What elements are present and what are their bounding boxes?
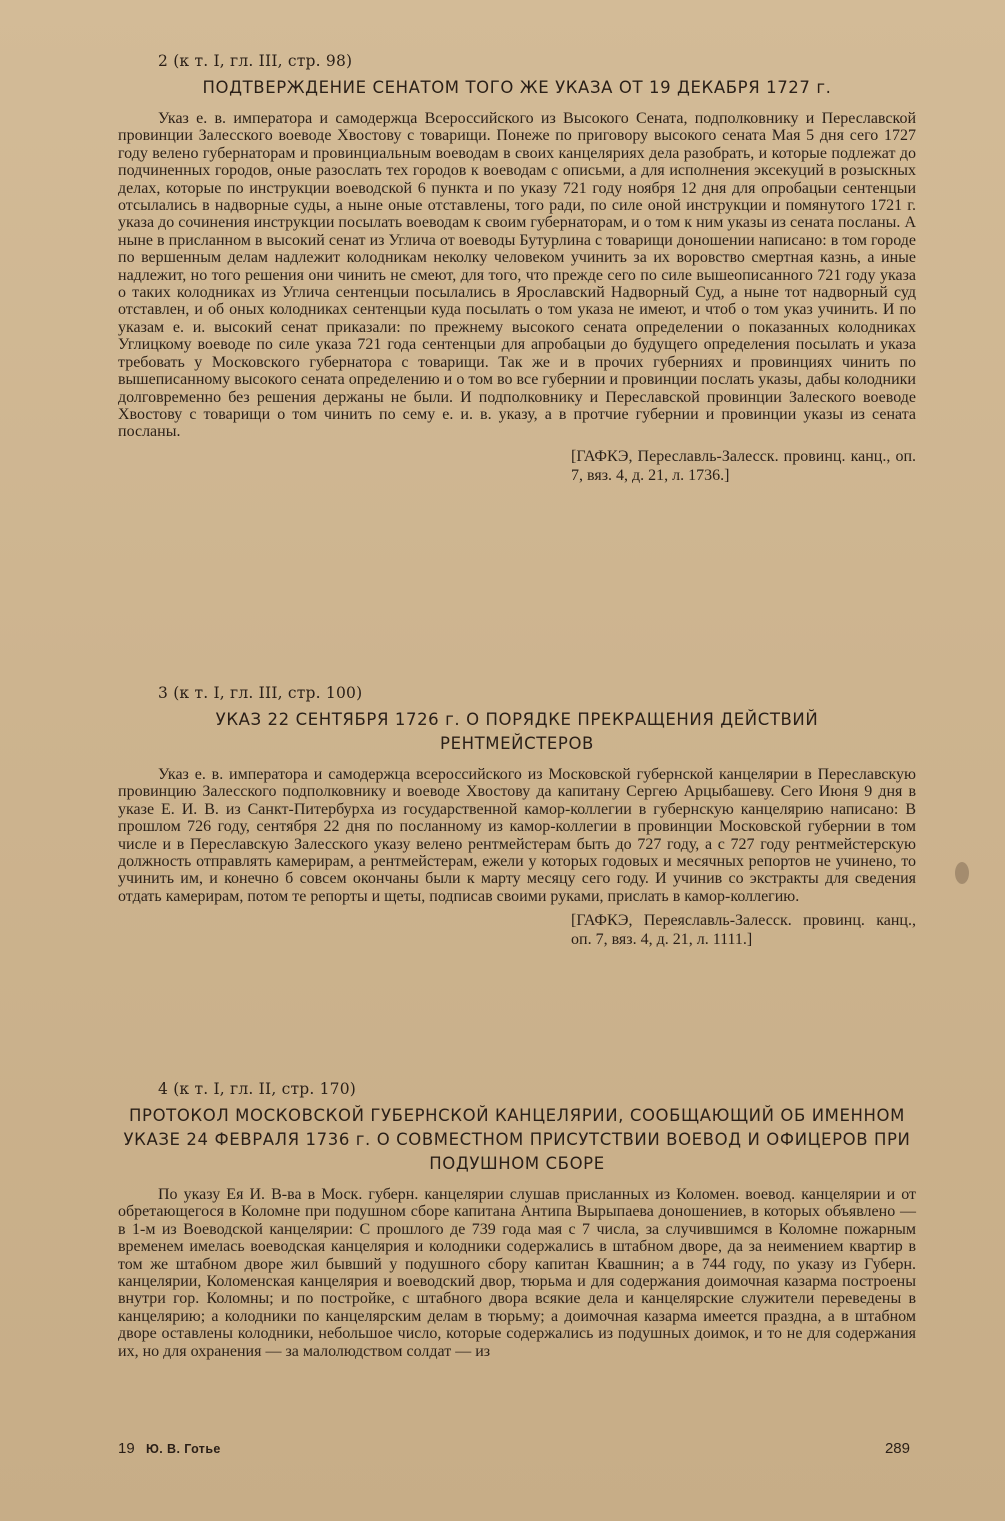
page-footer bbox=[118, 1440, 916, 1460]
section-2 bbox=[118, 52, 916, 485]
section-title: ПРОТОКОЛ МОСКОВСКОЙ ГУБЕРНСКОЙ КАНЦЕЛЯРИИ, СООБЩАЮЩИЙ ОБ ИМЕННОМ УКАЗЕ 24 ФЕВРАЛЯ 1736 г. О СОВМЕСТНОМ ПРИСУТСТВИИ ВОЕВОД И ОФИЦЕРОВ ПРИ ПОДУШНОМ СБОРЕ bbox=[123, 1106, 911, 1173]
section-body: Указ е. в. императора и самодержца Всероссийского из Высокого Сената, подполковнику и Переславской провинции Залесского воеводе Хвостову с товарищи. Понеже по приговору высокого сената Мая 5 дня сего 1727 году велено губернаторам и провинциальным воеводам в своих канцеляриях дела разобрать, и которые подлежат до подчиненных городов, оные разослать тех городов к воеводам с описьми, а для исполнения эксекуций в розыскных делах, которые по инструкции воеводской 6 пункта и по указу 721 году ноября 12 дня для опробацыи сентенцыи отсылались в надворные суды, а ныне оные отставлены, того ради, по силе оной инструкции и помянутого 1721 г. указа до сочинения инструкции посылать воеводам к своим губернаторам, и о том к ним указы из сената посланы. А ныне в присланном в высокий сенат из Углича от воеводы Бутурлина с товарищи доношении написано: в том городе по вершенным делам надлежит колодникам неколку человеком учинить за их воровство смертная казнь, а иные надлежит, но того решения они чинить не смеют, для того, что прежде сего по силе вышеописанного 721 году указа о таких колодниках из Углича сентенцыи посылались в Ярославский Надворный Суд, а ныне тот надворный суд отставлен, и об оных колодниках сентенцыи куда посылать о том указа не имеют, и чтоб о том указ учинить. И по указам е. и. высокий сенат приказали: по прежнему высокого сената определении о показанных колодниках Углицкому воеводе по силе указа 721 года сентенцыи для апробацыи до будущего определения посылать и указа требовать у Московского губернатора с товарищи. Так же и в прочих губерниях и провинциях чинить по вышеписанному высокого сената определению и о том во все губернии и провинции послать указы, дабы колодники долговременно без решения держаны не были. И подполковнику и Переславской провинции Залеского воеводе Хвостову с товарищи о том чинить по сему е. и. в. указу, а в протчие губернии и провинции указы из сената посланы. bbox=[118, 110, 916, 441]
section-reference: 3 (к т. I, гл. III, стр. 100) bbox=[158, 684, 363, 702]
signature-mark: 19 bbox=[118, 1440, 135, 1457]
author-name: Ю. В. Готье bbox=[146, 1442, 221, 1456]
section-4 bbox=[118, 1080, 916, 1360]
section-reference: 2 (к т. I, гл. III, стр. 98) bbox=[158, 52, 353, 70]
archive-source: [ГАФКЭ, Переяславль-Залесск. провинц. канц., оп. 7, вяз. 4, д. 21, л. 1111.] bbox=[571, 912, 916, 949]
archive-source: [ГАФКЭ, Переславль-Залесск. провинц. канц., оп. 7, вяз. 4, д. 21, л. 1736.] bbox=[571, 447, 916, 484]
ink-blot bbox=[955, 862, 969, 884]
section-reference: 4 (к т. I, гл. II, стр. 170) bbox=[158, 1080, 357, 1098]
section-body: Указ е. в. императора и самодержца всероссийского из Московской губернской канцелярии в Переславскую провинцию Залесского подполковнику и воеводе Хвостову да капитану Сергею Арцыбашеву. Сего Июня 9 дня в указе Е. И. В. из Санкт-Питербурха из государственной камор-коллегии в губернскую канцелярию написано: В прошлом 726 году, сентября 22 дня по посланному из камор-коллегии в провинции Московской губернии в том числе и в Переславскую Залесского указу велено рентмейстерам быть до 727 году, а с 727 году рентмейстерскую должность отправлять камерирам, а рентмейстерам, ежели у которых годовых и месячных репортов не учинено, то учинить им, и конечно б совсем окончаны были к марту месяцу сего году. И учинив со экстракты для сведения отдать камерирам, потом те репорты и щеты, подписав своими руками, прислать в камор-коллегию. bbox=[118, 766, 916, 905]
section-title: УКАЗ 22 СЕНТЯБРЯ 1726 г. О ПОРЯДКЕ ПРЕКРАЩЕНИЯ ДЕЙСТВИЙ РЕНТМЕЙСТЕРОВ bbox=[215, 710, 819, 753]
section-body: По указу Ея И. В-ва в Моск. губерн. канцелярии слушав присланных из Коломен. воевод. канцелярии и от обретающегося в Коломне при подушном сборе капитана Антипа Вырыпаева доношениев, в которых объявлено — в 1-м из Воеводской канцелярии: С прошлого де 739 года мая с 7 числа, за случившимся в Коломне пожарным временем имелась воеводская канцелярия и колодники содержались в штабном дворе, да за неимением квартир в том же штабном дворе жил бывший у подушного сбору капитан Квашнин; а в 744 году, по указу из Губерн. канцелярии, Коломенская канцелярия и воеводский двор, тюрьма и для содержания доимочная казарма построены внутри гор. Коломны; и по постройке, с штабного двора всякие дела и канцелярские служители переведены в канцелярию; а колодники по канцелярским делам в тюрьму; а доимочная казарма имеется праздна, а в штабном дворе оставлены колодники, небольшое число, которые содержались из подушных доимок, и то не для содержания их, но для охранения — за малолюдством солдат — из bbox=[118, 1186, 916, 1360]
section-3 bbox=[118, 684, 916, 949]
section-title: ПОДТВЕРЖДЕНИЕ СЕНАТОМ ТОГО ЖЕ УКАЗА ОТ 19 ДЕКАБРЯ 1727 г. bbox=[202, 78, 832, 97]
page-number: 289 bbox=[884, 1440, 910, 1457]
